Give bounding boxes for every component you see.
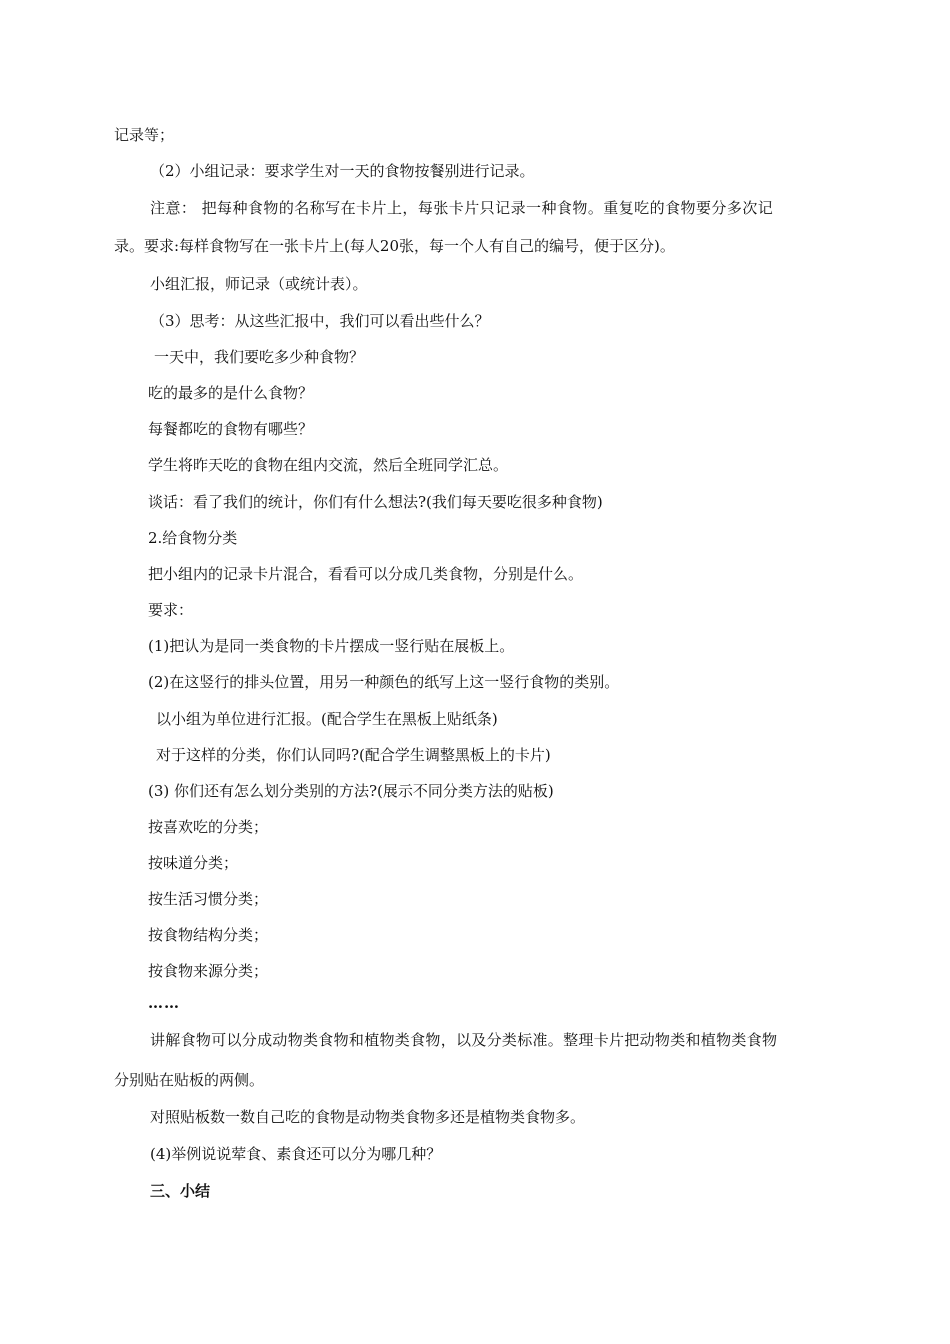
text-line: 以小组为单位进行汇报。(配合学生在黑板上贴纸条) bbox=[156, 710, 498, 728]
text-line: 把小组内的记录卡片混合，看看可以分成几类食物，分别是什么。 bbox=[148, 565, 584, 583]
list-item: 按食物来源分类； bbox=[148, 962, 269, 980]
text-line: 对照贴板数一数自己吃的食物是动物类食物多还是植物类食物多。 bbox=[150, 1108, 586, 1126]
text-line: (1)把认为是同一类食物的卡片摆成一竖行贴在展板上。 bbox=[148, 637, 515, 655]
text-line: 录。要求:每样食物写在一张卡片上(每人20张，每一个人有自己的编号，便于区分)。 bbox=[114, 237, 675, 255]
section-heading: 2.给食物分类 bbox=[148, 529, 238, 547]
text-line: 分别贴在贴板的两侧。 bbox=[114, 1071, 265, 1089]
text-line: （3）思考：从这些汇报中，我们可以看出些什么？ bbox=[150, 312, 490, 330]
list-item: 按生活习惯分类； bbox=[148, 890, 269, 908]
text-line: 要求： bbox=[148, 601, 194, 619]
text-line: 对于这样的分类，你们认同吗?(配合学生调整黑板上的卡片) bbox=[156, 746, 551, 764]
list-item: 按食物结构分类； bbox=[148, 926, 269, 944]
text-line: 学生将昨天吃的食物在组内交流，然后全班同学汇总。 bbox=[148, 456, 509, 474]
text-line: (4)举例说说荤食、素食还可以分为哪几种？ bbox=[150, 1145, 442, 1163]
text-line: (3) 你们还有怎么划分类别的方法?(展示不同分类方法的贴板) bbox=[148, 782, 554, 800]
text-line: (2)在这竖行的排头位置，用另一种颜色的纸写上这一竖行食物的类别。 bbox=[148, 673, 620, 691]
text-line: 一天中，我们要吃多少种食物？ bbox=[154, 348, 365, 366]
ellipsis: …… bbox=[148, 994, 180, 1012]
section-heading: 三、小结 bbox=[150, 1182, 211, 1200]
text-line: 记录等； bbox=[114, 126, 175, 144]
text-line: 每餐都吃的食物有哪些？ bbox=[148, 420, 314, 438]
text-line: 吃的最多的是什么食物？ bbox=[148, 384, 314, 402]
text-line: 谈话：看了我们的统计，你们有什么想法?(我们每天要吃很多种食物) bbox=[148, 493, 603, 511]
text-line: 小组汇报，师记录（或统计表）。 bbox=[150, 275, 368, 293]
list-item: 按喜欢吃的分类； bbox=[148, 818, 269, 836]
list-item: 按味道分类； bbox=[148, 854, 239, 872]
text-line: 注意： 把每种食物的名称写在卡片上，每张卡片只记录一种食物。重复吃的食物要分多次记 bbox=[150, 199, 774, 217]
text-line: （2）小组记录：要求学生对一天的食物按餐别进行记录。 bbox=[150, 162, 535, 180]
text-line: 讲解食物可以分成动物类食物和植物类食物，以及分类标准。整理卡片把动物类和植物类食物 bbox=[150, 1031, 778, 1049]
